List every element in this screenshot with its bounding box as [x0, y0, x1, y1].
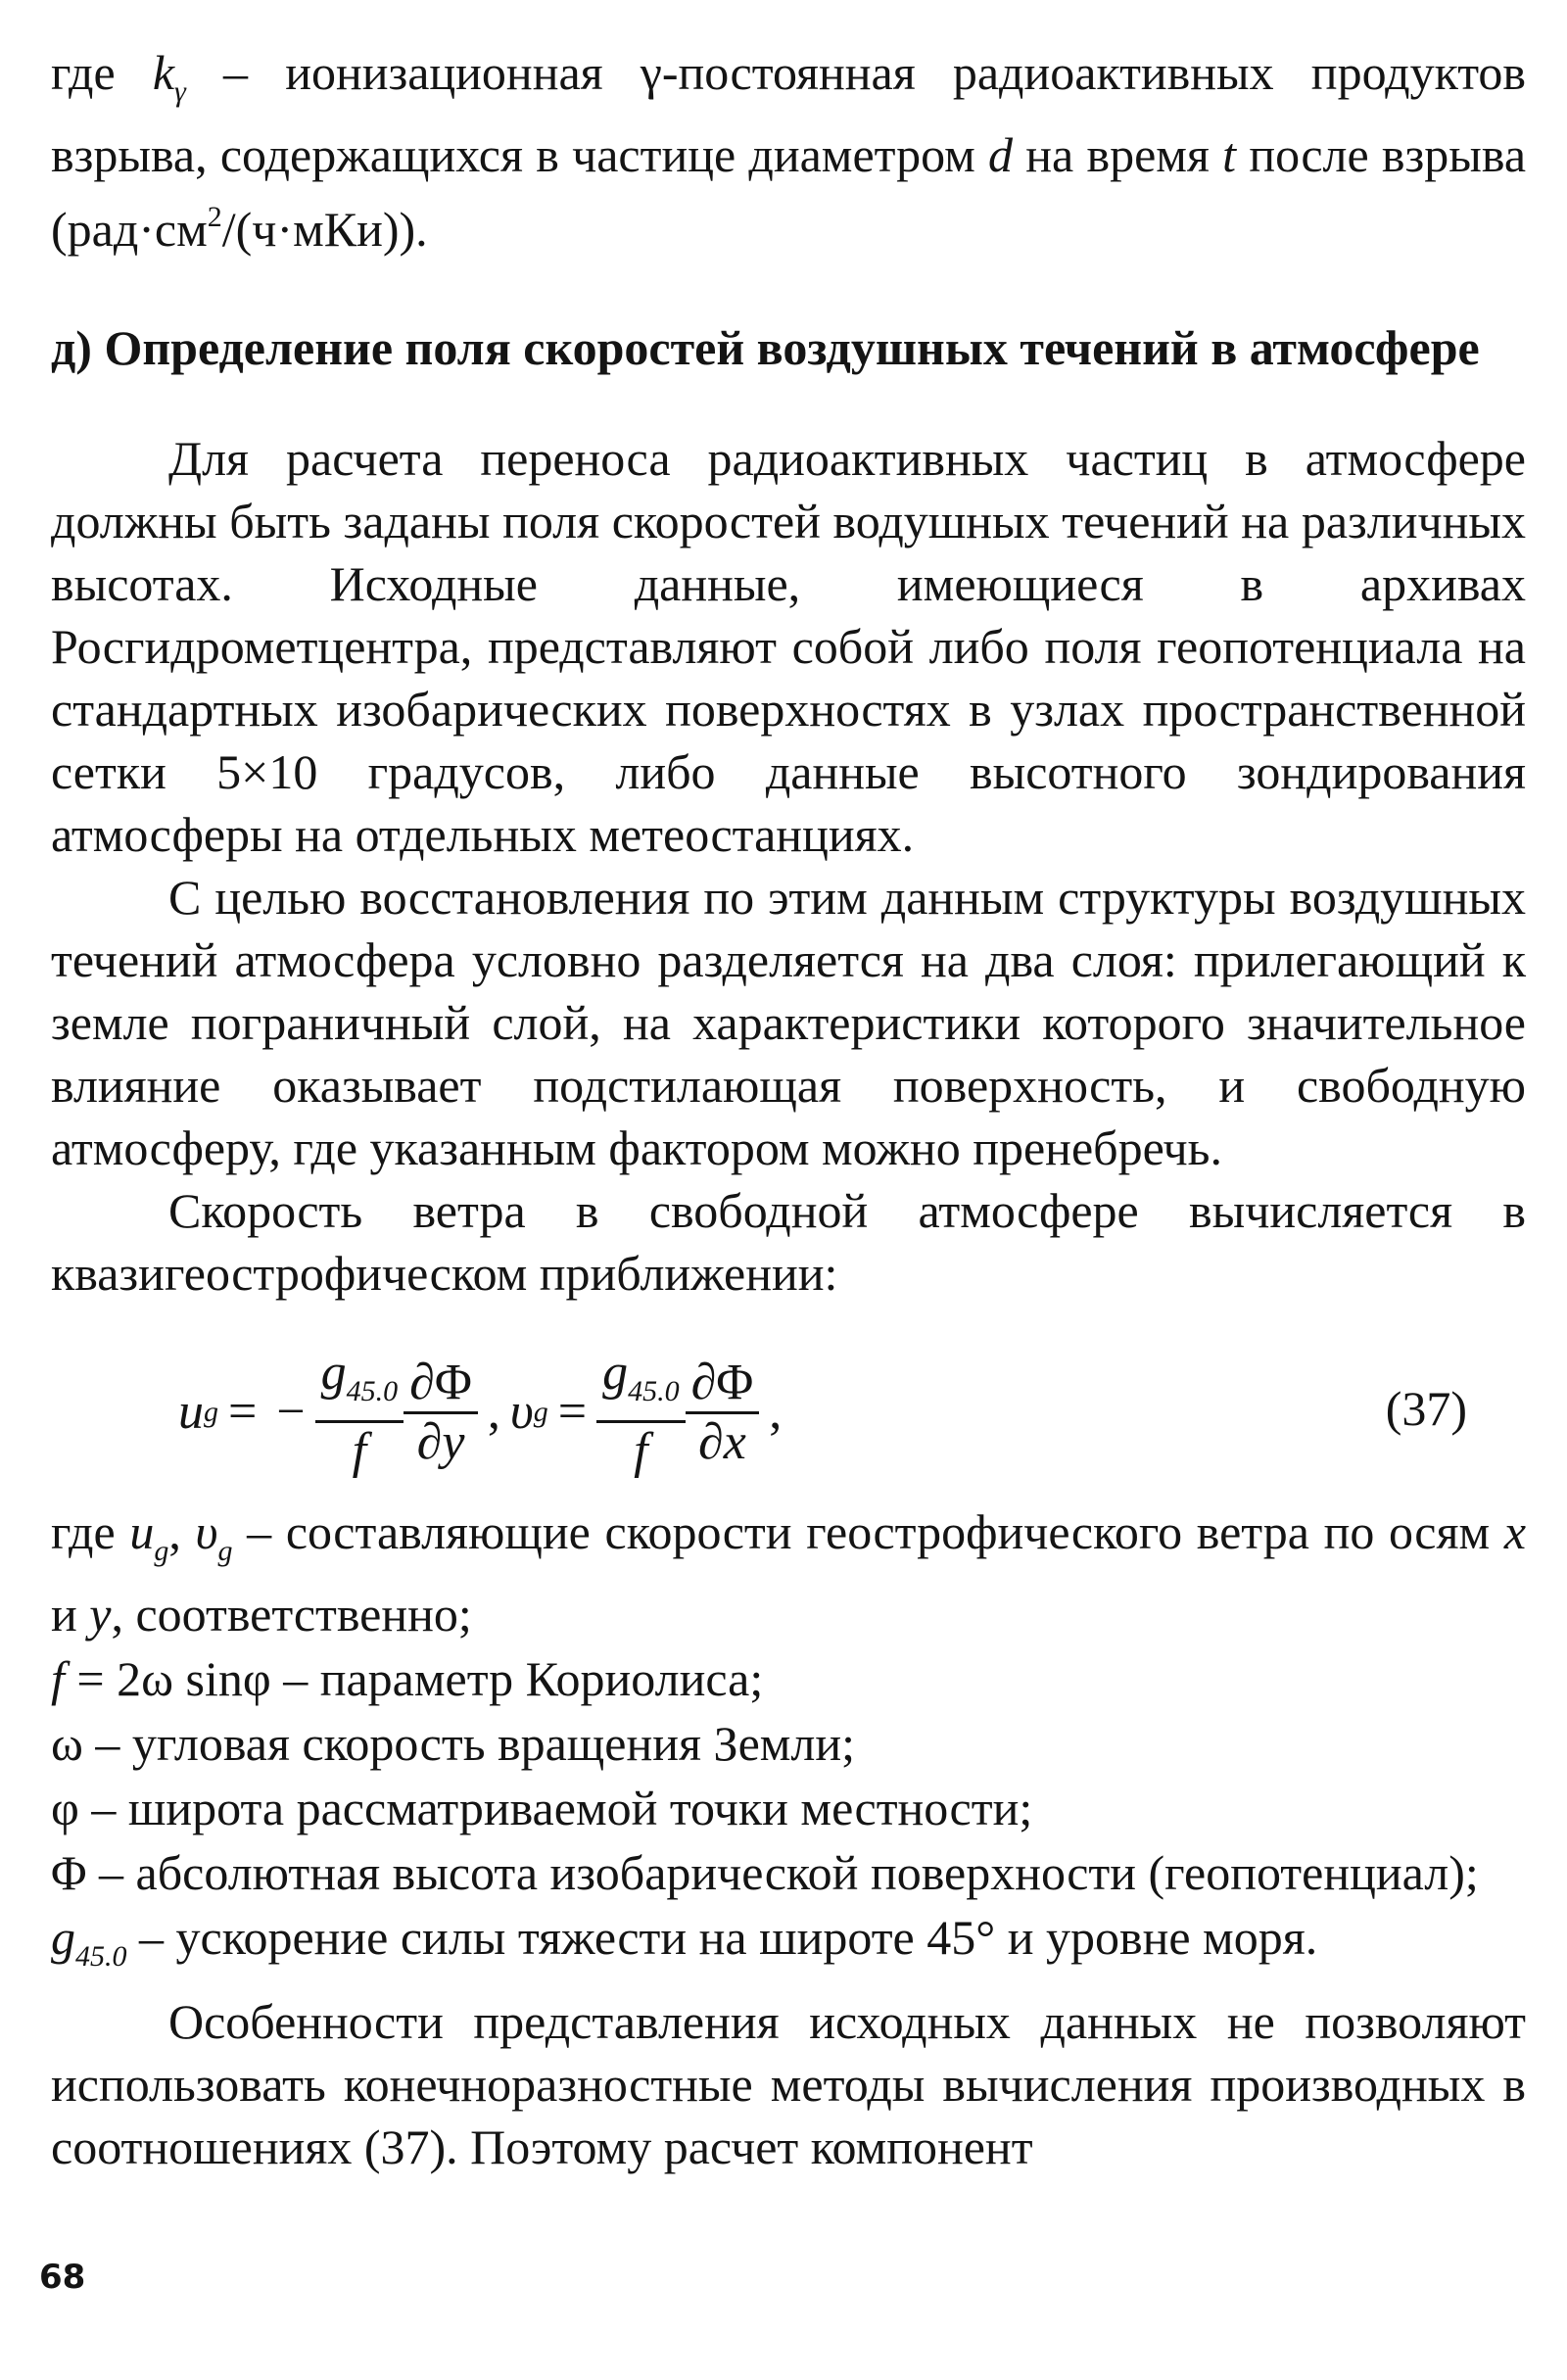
formula-f: f	[634, 1423, 648, 1479]
symbol-g-subscript: 45.0	[75, 1940, 127, 1973]
final-paragraph: Особенности представления исходных данных не позволяют использовать конечноразностные методы вычисления производных в соотношениях (37). Поэтому расчет компонент	[51, 1994, 1526, 2174]
fraction-g-over-f-2	[596, 1345, 686, 1480]
text-fragment: ,	[168, 1504, 196, 1559]
text-fragment: где	[51, 45, 153, 100]
formula-equals: =	[557, 1384, 588, 1440]
symbol-u: u	[129, 1504, 155, 1559]
definition-Phi: Φ – абсолютная высота изобарической поверхности (геопотенциал);	[51, 1845, 1479, 1900]
formula-comma: ,	[769, 1384, 783, 1440]
symbol-u-subscript: g	[154, 1535, 169, 1567]
paragraph-3: Скорость ветра в свободной атмосфере вычисляется в квазигеострофическом приближении:	[51, 1183, 1526, 1301]
symbol-d: d	[988, 127, 1014, 182]
formula-f: f	[352, 1423, 367, 1479]
text-fragment: и	[51, 1587, 90, 1642]
fraction-g-over-f	[315, 1345, 404, 1480]
definition-f	[51, 1647, 1526, 1710]
formula-u: u	[178, 1384, 204, 1440]
fraction-dphi-dy	[404, 1355, 478, 1471]
text-fragment: – ионизационная γ-постоянная радиоактивных продуктов взрыва, содержащихся в частице диаметром	[51, 45, 1527, 182]
text-fragment: после взрыва (рад·см	[51, 127, 1527, 257]
symbol-t: t	[1222, 127, 1237, 182]
superscript: 2	[207, 201, 222, 233]
formula-u-subscript: g	[204, 1396, 218, 1428]
page-content	[51, 41, 1526, 2178]
paragraph-2: С целью восстановления по этим данным структуры воздушных течений атмосфера условно разделяется на два слоя: прилегающий к земле пограничный слой, на характеристики которого значительное влияние оказывает подстилающая поверхность, и свободную атмосферу, где указанным фактором можно пренебречь.	[51, 870, 1526, 1175]
formula-dphi: ∂Φ	[686, 1355, 760, 1414]
text-fragment: = 2ω sinφ – параметр Кориолиса;	[64, 1651, 764, 1706]
formula-dphi: ∂Φ	[404, 1355, 478, 1414]
definitions	[51, 1500, 1526, 1988]
fraction-dphi-dx	[686, 1355, 760, 1471]
formula-v: υ	[509, 1384, 534, 1440]
symbol-v-subscript: g	[217, 1535, 233, 1567]
formula-g-subscript: 45.0	[628, 1375, 680, 1407]
formula-dx: ∂x	[698, 1413, 746, 1470]
symbol-x: x	[1503, 1504, 1527, 1559]
formula-g: g	[602, 1345, 629, 1401]
formula-dy: ∂y	[416, 1413, 465, 1470]
definition-where	[51, 1500, 1526, 1645]
text-fragment: на время	[1013, 127, 1223, 182]
page-number: 68	[39, 2258, 86, 2297]
top-paragraph	[51, 41, 1526, 261]
text-fragment: где	[51, 1504, 130, 1559]
equation-number: (37)	[1385, 1381, 1467, 1436]
text-fragment: , соответственно;	[111, 1587, 472, 1642]
formula-minus: −	[276, 1384, 306, 1440]
paragraph-1: Для расчета переноса радиоактивных частиц в атмосфере должны быть заданы поля скоростей водушных течений на различных высотах. Исходные данные, имеющиеся в архивах Росгидрометцентра, представляют собой либо поля геопотенциала на стандартных изобарических поверхностях в узлах пространственной сетки 5×10 градусов, либо данные высотного зондирования атмосферы на отдельных метеостанциях.	[51, 431, 1526, 862]
formula-g-subscript: 45.0	[346, 1375, 399, 1407]
formula-g: g	[320, 1345, 347, 1401]
text-fragment: – ускорение силы тяжести на широте 45° и уровне моря.	[126, 1910, 1318, 1965]
symbol-f: f	[51, 1651, 65, 1706]
symbol-k-subscript: γ	[174, 75, 186, 108]
definition-g	[51, 1906, 1526, 1988]
definition-omega: ω – угловая скорость вращения Земли;	[51, 1716, 855, 1771]
section-heading: д) Определение поля скоростей воздушных течений в атмосфере	[51, 320, 1480, 375]
formula-equals: =	[228, 1384, 258, 1440]
symbol-g: g	[51, 1910, 75, 1965]
symbol-v: υ	[195, 1504, 218, 1559]
text-fragment: /(ч·мКи)).	[221, 202, 428, 257]
symbol-k: k	[152, 45, 175, 100]
formula-comma: ,	[487, 1384, 500, 1440]
symbol-y: y	[89, 1587, 112, 1642]
formula-37	[51, 1334, 1526, 1481]
definition-phi: φ – широта рассматриваемой точки местности;	[51, 1781, 1033, 1835]
formula-expression	[178, 1344, 962, 1481]
text-fragment: – составляющие скорости геострофического ветра по осям	[232, 1504, 1504, 1559]
formula-v-subscript: g	[533, 1396, 548, 1428]
